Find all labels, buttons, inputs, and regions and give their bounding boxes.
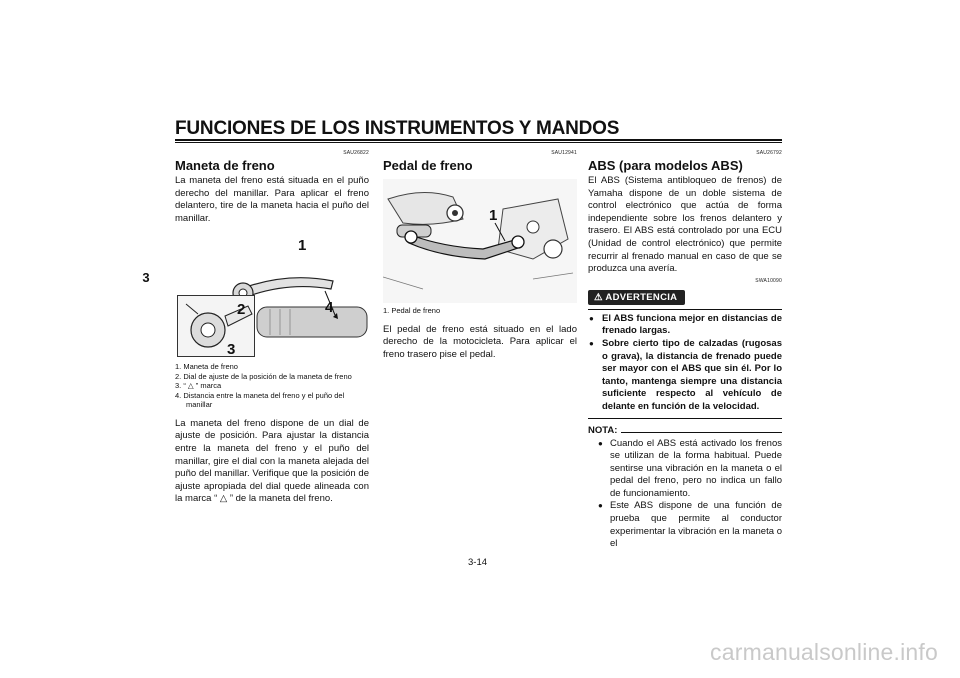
section-title: Maneta de freno	[175, 158, 275, 173]
brake-pedal-illustration	[383, 179, 577, 303]
section-intro: La maneta del freno está situada en el puño derecho del manillar. Para aplicar el freno delantero, tire de la maneta hacia el puño del manillar.	[175, 175, 369, 224]
header-rule-thin	[175, 142, 782, 143]
caption-item: 3. “ △ ” marca	[175, 381, 222, 391]
note-label: NOTA:	[588, 424, 618, 436]
section-body: El ABS (Sistema antibloqueo de frenos) de Yamaha dispone de un doble sistema de control electrónico que actúa de forma independiente sobre los frenos delantero y trasero. El ABS está controlado por una ECU (Unidad de control electrónico) que permite recurrir al frenado manual en caso de que se produzca una avería.	[588, 175, 782, 275]
section-code: SAU12941	[551, 150, 577, 156]
warning-header	[588, 290, 782, 305]
caption-item: 1. Maneta de freno	[175, 362, 238, 372]
figure-label-3: 3	[227, 341, 236, 359]
caption-item: 2. Dial de ajuste de la posición de la maneta de freno	[175, 371, 352, 381]
header-rule	[175, 139, 782, 141]
page-number: 3-14	[468, 557, 488, 568]
watermark: carmanualsonline.info	[710, 639, 938, 665]
note-list	[598, 438, 782, 551]
warning-item: ● El ABS funciona mejor en distancias de frenado largas.	[588, 313, 782, 338]
section-brake-pedal	[383, 150, 577, 361]
figure-label-1: 1	[298, 237, 307, 255]
section-code: SAU26792	[756, 150, 782, 156]
section-code: SAU26822	[343, 150, 369, 156]
note-item: ● Este ABS dispone de una función de prueba que permite al conductor experimentar la vibración en la maneta o el	[598, 500, 782, 550]
note-item: ● Cuando el ABS está activado los frenos se utilizan de la forma habitual. Puede sentirse una vibración en la maneta o el pedal del freno, pero no indica un fallo de funcionamiento.	[598, 438, 782, 501]
warning-list	[588, 313, 782, 414]
figure-captions	[383, 306, 577, 316]
caption-item: 1. Pedal de freno	[383, 306, 441, 315]
warning-code: SWA10090	[755, 277, 782, 284]
warning-badge	[588, 290, 685, 305]
figure-captions	[175, 362, 369, 410]
warning-icon: ⚠	[594, 291, 603, 303]
section-title: Pedal de freno	[383, 158, 473, 173]
section-brake-lever	[175, 150, 369, 506]
warning-rule-bottom	[588, 418, 782, 419]
brake-pedal-figure	[383, 179, 577, 303]
chapter-tab: 3	[132, 258, 160, 298]
figure-label-4: 4	[325, 299, 334, 317]
figure-label-1: 1	[489, 207, 498, 224]
section-body: La maneta del freno dispone de un dial de ajuste de posición. Para ajustar la distancia entre la maneta del freno y el puño del manillar, gire el dial con la maneta alejada del puño del manillar. Verifique que la posición de ajuste apropiada del dial quede alineada con la marca “ △ ” de la maneta del freno.	[175, 417, 369, 505]
brake-lever-figure	[175, 229, 369, 359]
warning-rule-top	[588, 309, 782, 310]
section-title: ABS (para modelos ABS)	[588, 158, 743, 173]
figure-label-2: 2	[237, 301, 246, 319]
warning-item: ● Sobre cierto tipo de calzadas (rugosas o grava), la distancia de frenado puede ser mayor con el ABS que sin él. Por lo tanto, mantenga siempre una distancia suficiente respecto al vehículo de delante en función de la velocidad.	[588, 338, 782, 414]
page-title: FUNCIONES DE LOS INSTRUMENTOS Y MANDOS	[175, 118, 620, 139]
section-body: El pedal de freno está situado en el lado derecho de la motocicleta. Para aplicar el freno trasero pise el pedal.	[383, 323, 577, 360]
section-abs	[588, 150, 782, 551]
warning-label: ADVERTENCIA	[605, 291, 678, 303]
note-rule	[621, 432, 782, 433]
caption-item: 4. Distancia entre la maneta del freno y el puño del manillar	[175, 390, 345, 410]
note-header	[588, 425, 782, 436]
